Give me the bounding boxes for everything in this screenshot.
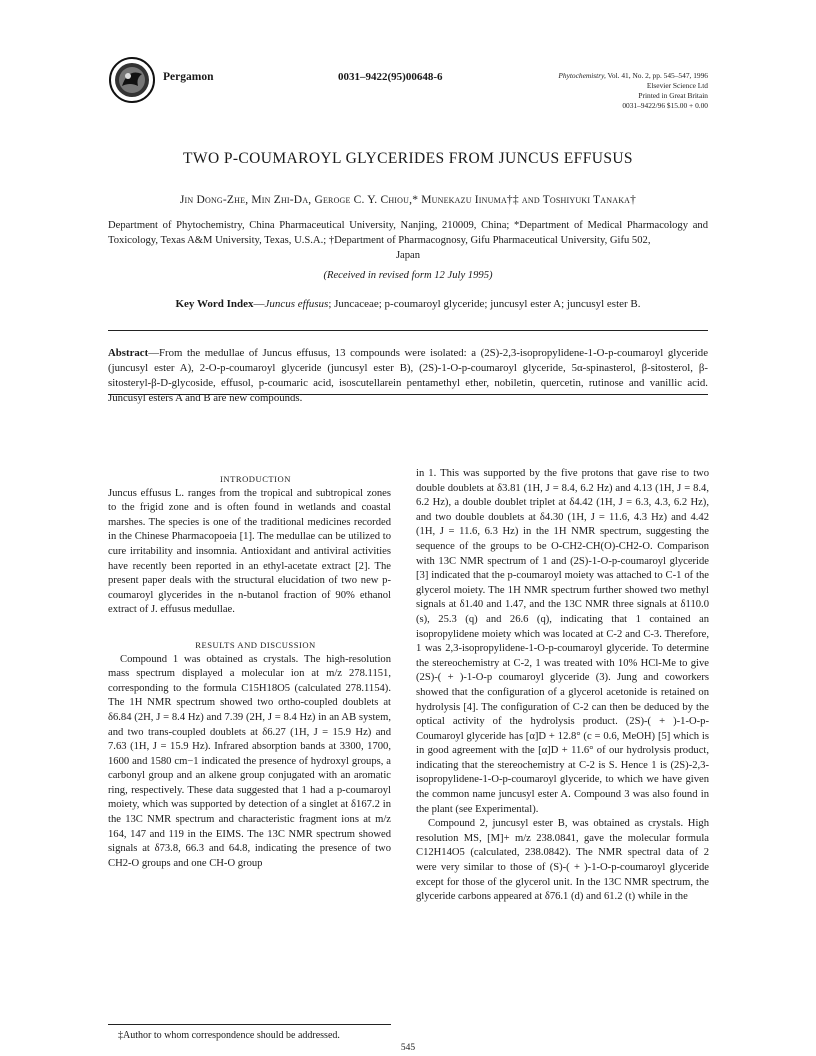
journal-publisher: Elsevier Science Ltd [646,81,708,90]
journal-info [558,71,708,111]
introduction-paragraph: Juncus effusus L. ranges from the tropical and subtropical zones to the frigid zone and is often found in wetlands and coastal marshes. The species is one of the traditional medicines recorded in the Chinese Pharmacopoeia [1]. The medullae can be utilized to cure irritability and insomnia. Antioxidant and antiviral activities have recently been reported in an ethyl-acetate extract [2]. The present paper deals with the structural elucidation of two new p-coumaroyl glycerides in the n-butanol fraction of 90% ethanol extract of J. effusus medullae. [108,487,391,616]
abstract-bottom-rule [108,394,708,395]
right-paragraph-1: in 1. This was supported by the five protons that gave rise to two double doublets at δ3.81 (1H, J = 8.4, 6.2 Hz) and 4.13 (1H, J = 8.4, 6.2 Hz), a double doublet triplet at δ4.42 (1H, J = 6.3, 4.3, 6.2 Hz), and two double doublets at δ4.30 (1H, J = 11.6, 4.3 Hz) and 4.42 (1H, J = 11.6, 6.3 Hz) in the 1H NMR spectrum, suggesting the sequence of the groups to be O-CH2-CH(O)-CH2-O. Comparison with 13C NMR spectrum of 1 and (2S)-1-O-p-coumaroyl glyceride [3] indicated that the p-coumaroyl moiety was attached to C-1 of the glycerol moiety. The 1H NMR spectrum further showed two methyl signals at δ1.40 and 1.47, and the 13C NMR three signals at δ110.0 (s), 25.3 (q) and 26.6 (q), indicating that 1 contained an isopropylidene moiety which was located at C-2 and C-3. Therefore, 1 was 2,3-isopropylidene-1-O-p-coumaroyl glyceride. To determine the stereochemistry at C-2, 1 was treated with 10% HCl-Me to give (2S)-( + )-1-O-p coumaroyl glyceride (3). Jung and coworkers showed that the configuration of a glycerol acetonide is retained on hydrolysis [4]. The configuration of C-2 can then be deduced by the optical activity of the hydrolysis product. (2S)-( + )-1-O-p-Coumaroyl glyceride has [α]D + 12.8° (c = 0.6, MeOH) [5] which is in good agreement with the [α]D + 11.6° of our hydrolysis product, indicating that the stereochemistry at C-2 is S. Hence 1 is (2S)-2,3-isopropylidene-1-O-p-coumaroyl glyceride, to which we have given the common name juncusyl ester A. Compound 3 was also found in the plant (see Experimental). [416,468,709,815]
journal-citation [558,71,708,81]
keyword-index [0,298,816,310]
paper-title: TWO P-COUMAROYL GLYCERIDES FROM JUNCUS EFFUSUS [183,150,633,167]
journal-volume: Vol. 41, No. 2, pp. 545–547, 1996 [605,71,708,80]
results-paragraph: Compound 1 was obtained as crystals. The high-resolution mass spectrum displayed a molecular ion at m/z 278.1151, corresponding to the formula C15H18O5 (calculated 278.1154). The 1H NMR spectrum showed two ortho-coupled doublets at δ6.84 (2H, J = 8.4 Hz) and 7.39 (2H, J = 8.4 Hz) in an AB system, and two trans-coupled doublets at δ6.27 (1H, J = 15.9 Hz) and 7.63 (1H, J = 15.9 Hz). Infrared absorption bands at 3300, 1700, 1600 and 1580 cm−1 indicated the presence of hydroxyl groups, a carbonyl group and an alkene group conjugated with an aromatic ring, respectively. These data suggested that 1 had a p-coumaroyl moiety, which was supported by detection of a singlet at δ167.2 in the 13C NMR spectrum and characteristic fragment ions at m/z 164, 147 and 119 in the EIMS. The 13C NMR spectrum showed signals at δ73.8, 66.3 and 64.8, indicating the presence of two CH2-O groups and one CH-O group [108,653,391,869]
keyword-species: Juncus effusus [264,298,329,310]
footnote: ‡Author to whom correspondence should be addressed. [118,1030,340,1041]
author-list: Jin Dong-Zhe, Min Zhi-Da, Geroge C. Y. Chiou,* Munekazu Iinuma†‡ and Toshiyuki Tanaka† [179,194,637,206]
abstract-label: Abstract [108,347,149,359]
left-column [108,472,391,871]
publisher-logo [108,56,156,104]
results-heading: RESULTS AND DISCUSSION [195,639,316,650]
page-number: 545 [400,1043,416,1053]
keyword-dash: — [253,298,265,310]
keyword-list: ; Juncaceae; p-coumaroyl glyceride; juncusyl ester A; juncusyl ester B. [328,298,641,310]
affiliation-text: Department of Phytochemistry, China Pharmaceutical University, Nanjing, 210009, China; *Department of Medical Pharmacology and Toxicology, Texas A&M University, Texas, U.S.A.; †Department of Pharmacognosy, Gifu Pharmaceutical University, Gifu 502, [108,220,708,246]
footnote-rule [108,1024,391,1025]
introduction-heading: INTRODUCTION [220,474,291,484]
received-date: (Received in revised form 12 July 1995) [323,270,493,281]
journal-printed: Printed in Great Britain [638,91,708,100]
publisher-name: Pergamon [163,71,214,83]
abstract-text: —From the medullae of Juncus effusus, 13 compounds were isolated: a (2S)-2,3-isopropylidene-1-O-p-coumaroyl glyceride (juncusyl ester A), 2-O-p-coumaroyl glyceride (juncusyl ester B), (2S)-1-O-p-coumaroyl glyceride, 5α-spinasterol, β-sitosterol, β-sitosteryl-β-D-glycoside, effusol, p-coumaric acid, isoscutellarein pentamethyl ether, nobiletin, quercetin, rutinose and vanillic acid. Juncusyl esters A and B are new compounds. [108,347,708,404]
right-column [416,467,709,905]
article-doi: 0031–9422(95)00648-6 [338,71,443,83]
right-paragraph-2: Compound 2, juncusyl ester B, was obtained as crystals. High resolution MS, [M]+ m/z 238.0841, gave the molecular formula C12H14O5 (calculated, 238.0842). The NMR spectral data of 2 were very similar to those of (S)-( + )-1-O-p-coumaroyl glyceride except for those of the glycerol unit. In the 13C NMR spectrum, the glyceride carbons appeared at δ76.1 (d) and 61.2 (t) while in the [416,818,709,903]
keyword-label: Key Word Index [175,298,254,310]
affiliations [108,218,708,263]
affiliation-country: Japan [395,250,421,261]
journal-name: Phytochemistry, [558,71,606,80]
abstract [108,346,708,406]
abstract-top-rule [108,330,708,331]
journal-issn: 0031–9422/96 $15.00 + 0.00 [622,101,708,110]
